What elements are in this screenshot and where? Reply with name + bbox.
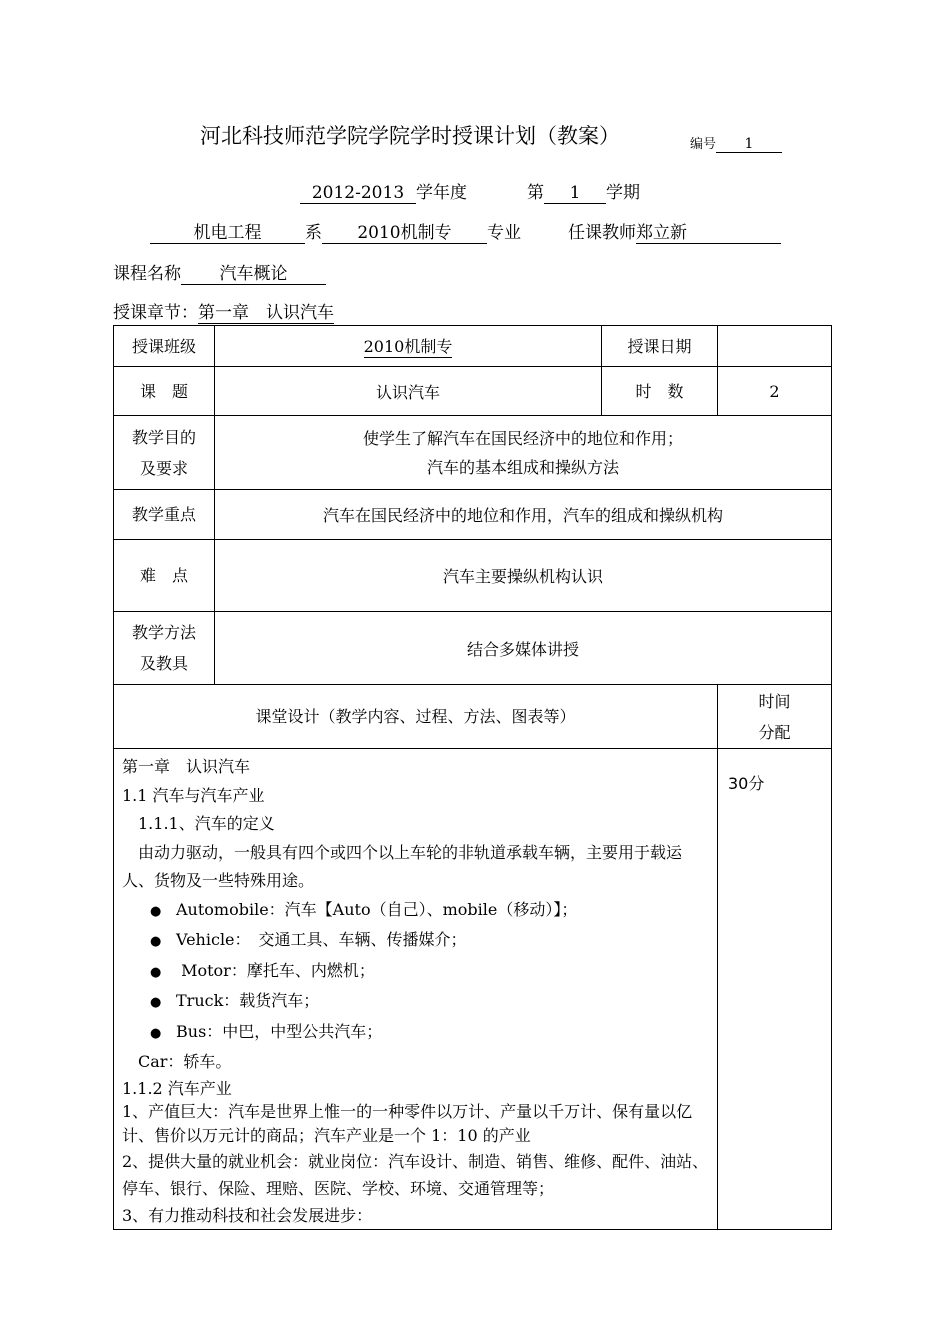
bullet-icon: ●	[150, 903, 162, 919]
focus-value: 汽车在国民经济中的地位和作用，汽车的组成和操纵机构	[215, 490, 832, 540]
lesson-content	[114, 749, 718, 1230]
course-name: 汽车概论	[181, 259, 326, 285]
difficulty-value: 汽车主要操纵机构认识	[215, 540, 832, 612]
content-chapter: 第一章 认识汽车	[122, 757, 251, 776]
content-section: 1.1 汽车与汽车产业	[122, 785, 265, 805]
list-item	[122, 1018, 711, 1049]
academic-year: 2012-2013	[300, 183, 416, 204]
list-item	[122, 896, 711, 927]
term-value: 1	[544, 183, 606, 204]
teacher-label: 任课教师	[568, 223, 636, 243]
date-value	[718, 326, 832, 367]
list-item	[122, 926, 711, 957]
class-value-text: 2010机制专	[364, 334, 453, 358]
content-point-2: 2、提供大量的就业机会：就业岗位：汽车设计、制造、销售、维修、配件、油站、停车、银行、保险、理赔、医院、学校、环境、交通管理等；	[122, 1151, 709, 1198]
term-suffix: 学期	[606, 183, 640, 203]
list-item	[122, 987, 711, 1018]
list-item-text: Truck：载货汽车；	[176, 991, 320, 1010]
goal-line-1: 使学生了解汽车在国民经济中的地位和作用；	[362, 428, 683, 448]
course-line	[113, 259, 326, 285]
hours-label: 时 数	[602, 367, 718, 416]
goal-label	[114, 416, 215, 490]
bullet-icon: ●	[150, 964, 162, 980]
time-allocation: 30分	[718, 749, 832, 1230]
topic-label: 课 题	[114, 367, 215, 416]
class-label: 授课班级	[114, 326, 215, 367]
time-label-1: 时间	[758, 691, 791, 711]
academic-year-line	[300, 178, 467, 204]
method-label-1: 教学方法	[131, 623, 196, 642]
goal-label-2: 及要求	[139, 458, 188, 478]
design-label: 课堂设计（教学内容、过程、方法、图表等）	[114, 685, 718, 749]
list-item-text: Bus：中巴，中型公共汽车；	[176, 1021, 383, 1041]
bullet-icon: ●	[150, 995, 162, 1010]
list-item-text: Vehicle： 交通工具、车辆、传播媒介；	[176, 930, 467, 949]
goal-value	[215, 416, 832, 490]
list-item-text: Automobile：汽车【Auto（自己）、mobile（移动）】；	[176, 899, 578, 919]
difficulty-label: 难 点	[114, 540, 215, 612]
chapter-name: 第一章 认识汽车	[198, 298, 334, 324]
chapter-label: 授课章节：	[113, 303, 198, 323]
method-value: 结合多媒体讲授	[215, 612, 832, 685]
content-car: Car：轿车。	[138, 1052, 232, 1071]
department-line	[150, 218, 521, 244]
chapter-line	[113, 298, 334, 324]
list-item	[122, 957, 711, 988]
serial-value: 1	[716, 136, 782, 153]
major-suffix: 专业	[487, 223, 521, 243]
serial-label: 编号	[690, 137, 717, 152]
content-definition: 由动力驱动，一般具有四个或四个以上车轮的非轨道承载车辆，主要用于载运人、货物及一些特殊用途。	[122, 842, 683, 890]
focus-label: 教学重点	[114, 490, 215, 540]
time-label-2: 分配	[758, 722, 791, 742]
lesson-plan-table	[113, 325, 832, 1230]
content-point-3: 3、有力推动科技和社会发展进步：	[122, 1205, 373, 1225]
list-item-text: Motor：摩托车、内燃机；	[176, 960, 375, 980]
course-label: 课程名称	[113, 264, 181, 284]
time-label	[718, 685, 832, 749]
term-prefix: 第	[527, 183, 544, 203]
goal-line-2: 汽车的基本组成和操纵方法	[426, 457, 619, 477]
academic-year-suffix: 学年度	[416, 183, 467, 203]
method-label	[114, 612, 215, 685]
hours-value: 2	[718, 367, 832, 416]
bullet-icon: ●	[150, 934, 162, 949]
teacher-name: 郑立新	[636, 218, 781, 244]
department-suffix: 系	[305, 223, 322, 243]
content-industry: 1.1.2 汽车产业	[122, 1078, 232, 1098]
bullet-icon: ●	[150, 1025, 162, 1041]
department: 机电工程	[150, 218, 305, 244]
method-label-2: 及教具	[139, 654, 188, 673]
topic-value: 认识汽车	[215, 367, 602, 416]
goal-label-1: 教学目的	[131, 427, 196, 447]
teacher-line	[568, 218, 781, 244]
term-line	[527, 178, 640, 204]
content-subsection: 1.1.1、汽车的定义	[138, 814, 275, 833]
class-value	[215, 326, 602, 367]
content-point-1: 1、产值巨大：汽车是世界上惟一的一种零件以万计、产量以千万计、保有量以亿计、售价以万元计的商品；汽车产业是一个 1：10 的产业	[122, 1101, 693, 1145]
page-title: 河北科技师范学院学院学时授课计划（教案）	[200, 124, 620, 148]
major: 2010机制专	[322, 218, 487, 244]
serial-number	[690, 133, 782, 153]
date-label: 授课日期	[602, 326, 718, 367]
